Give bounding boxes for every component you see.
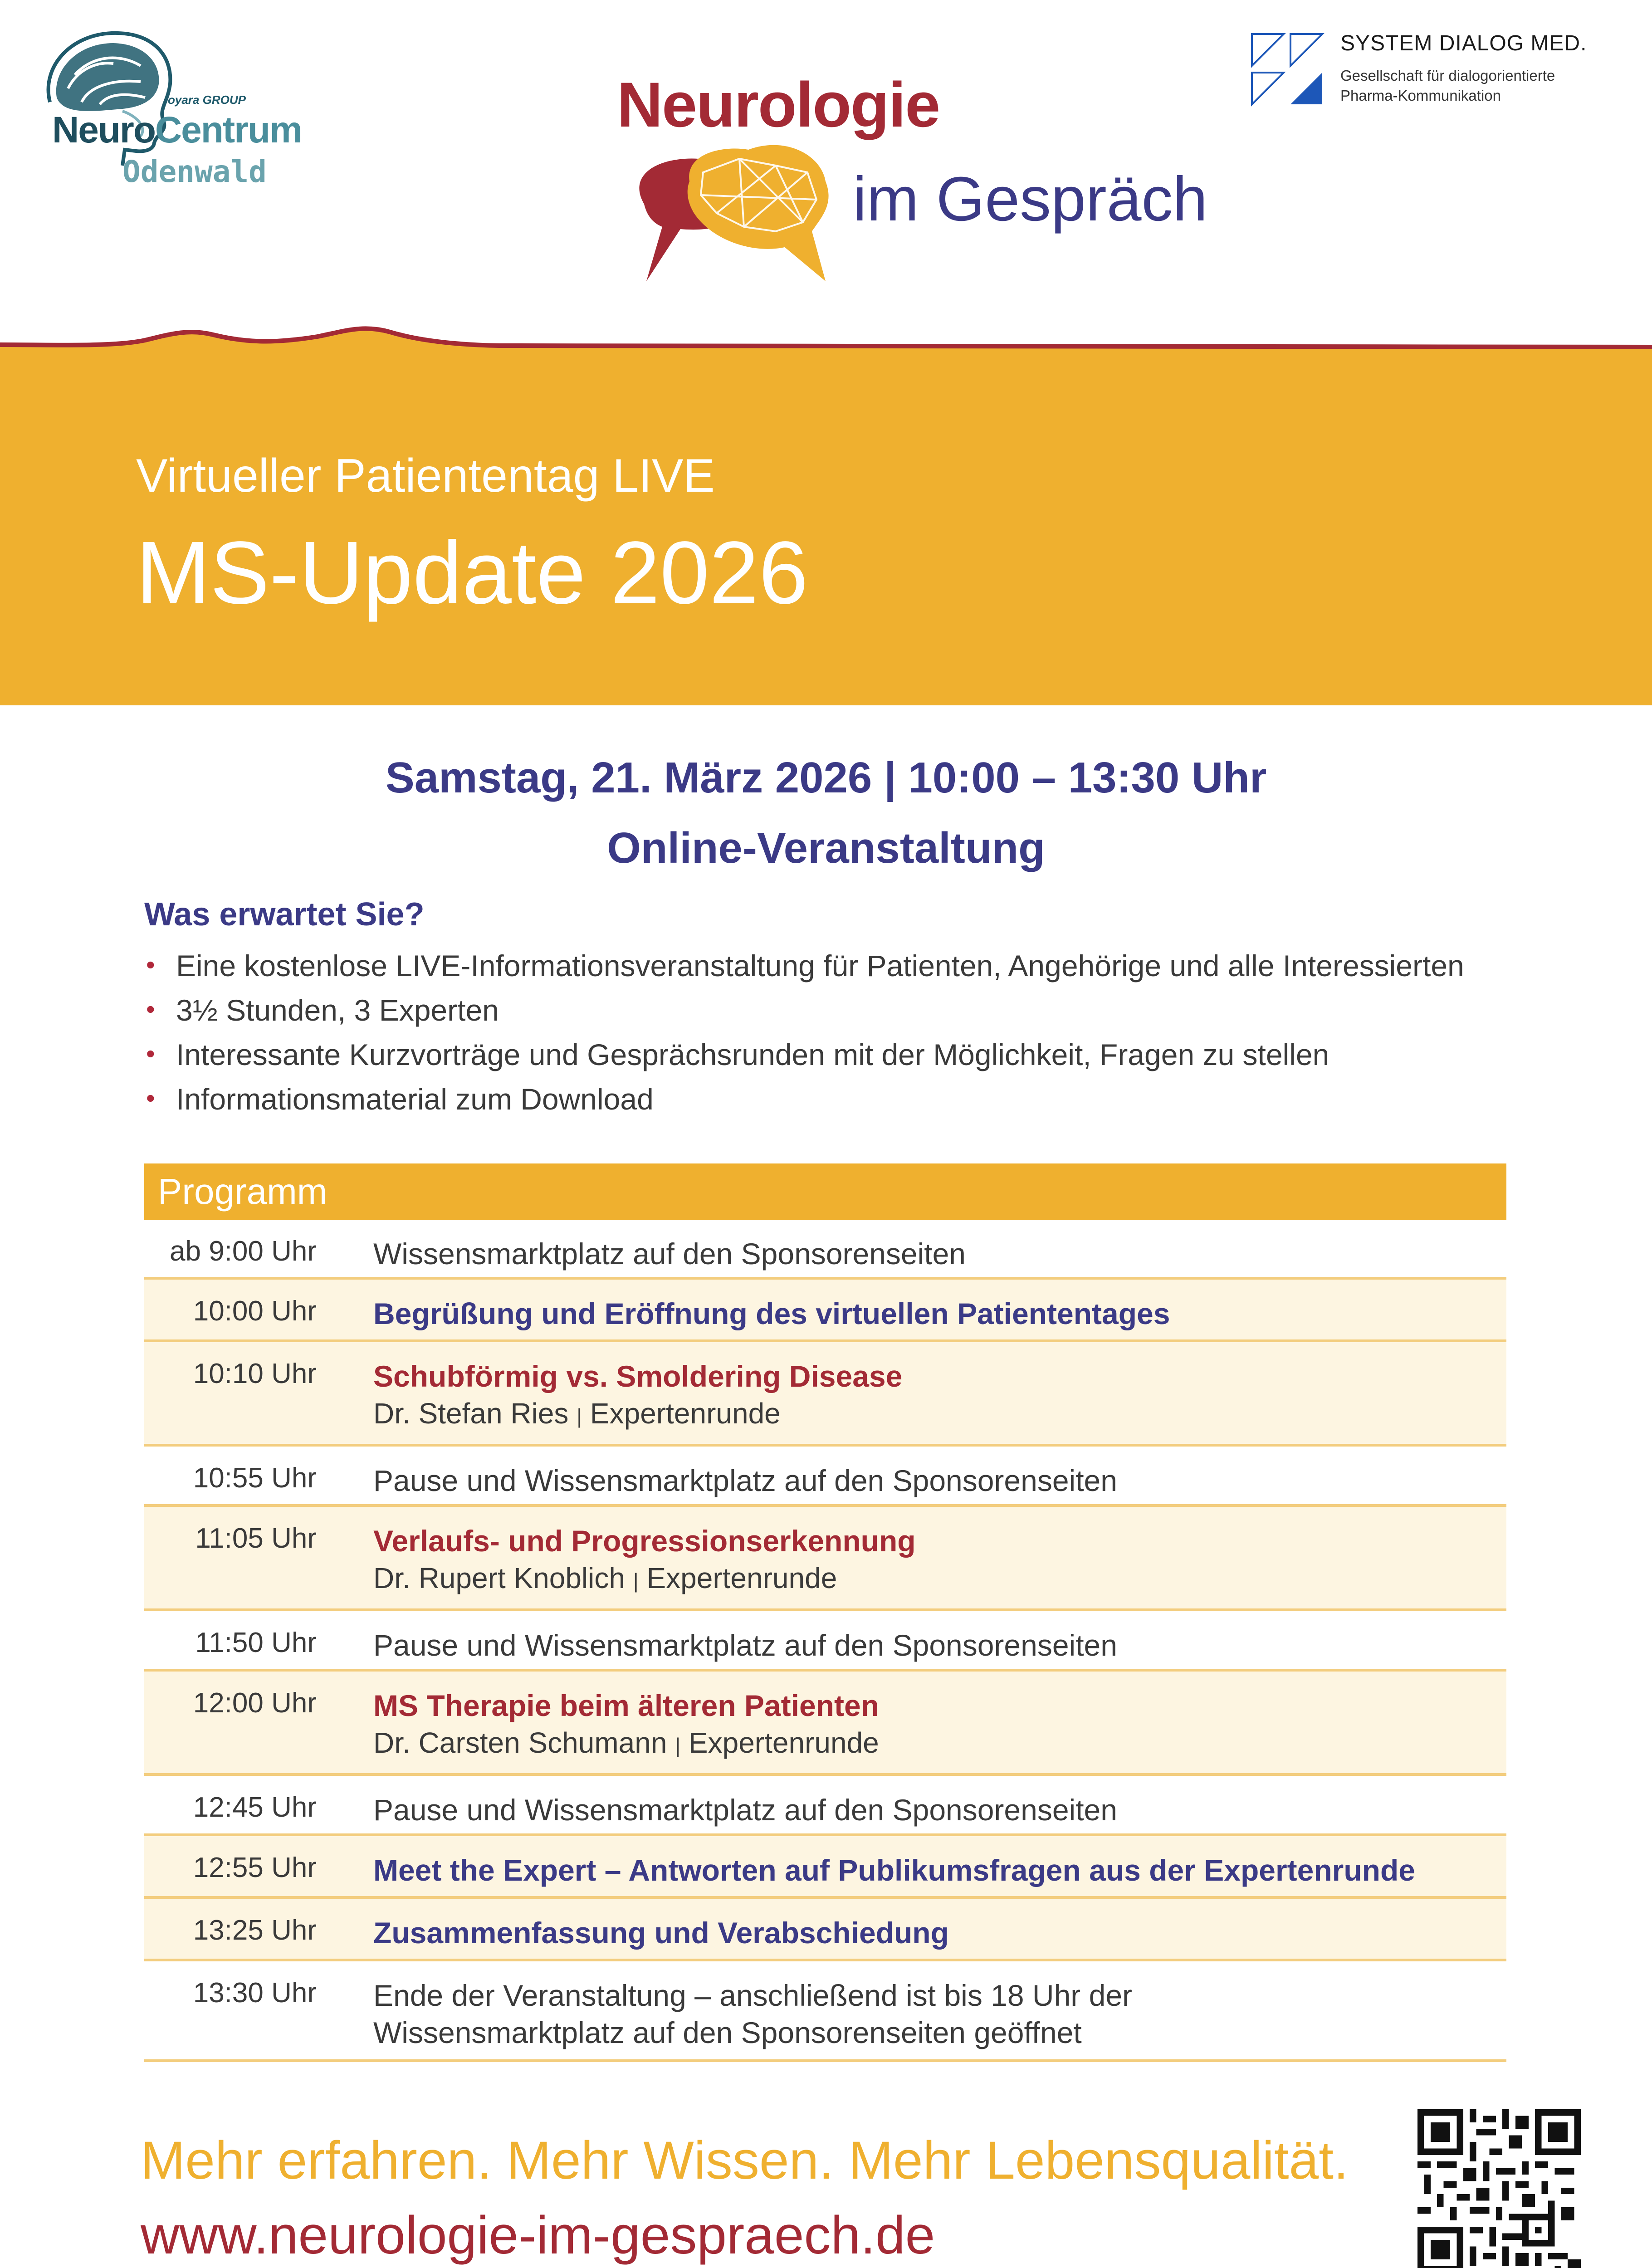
row-speaker-line [373, 1395, 1498, 1435]
row-time: 11:50 Uhr [195, 1627, 317, 1658]
neurocentrum-name-part2: Centrum [155, 109, 302, 151]
triangles-icon [1250, 32, 1327, 109]
row-title: Wissensmarktplatz auf den Sponsorenseiten [373, 1237, 966, 1271]
table-row [144, 1611, 1506, 1672]
neurocentrum-name [52, 109, 302, 152]
row-title: Pause und Wissensmarktplatz auf den Sponsorenseiten [373, 1793, 1117, 1827]
expectations-heading: Was erwartet Sie? [144, 896, 425, 933]
row-time: 10:55 Uhr [193, 1462, 317, 1494]
row-role: Expertenrunde [590, 1397, 781, 1430]
row-title: Verlaufs- und Progressionserkennung [373, 1524, 916, 1558]
program-table [144, 1163, 1506, 2062]
row-time: 10:10 Uhr [193, 1358, 317, 1389]
banner-title: MS-Update 2026 [136, 523, 808, 622]
row-speaker-line [373, 1724, 1498, 1764]
row-time: 12:00 Uhr [193, 1687, 317, 1719]
row-separator: | [633, 1569, 639, 1593]
row-role: Expertenrunde [646, 1562, 837, 1594]
sdm-name: SYSTEM DIALOG MED. [1340, 31, 1587, 55]
row-separator: | [577, 1404, 582, 1428]
row-title-line2: Wissensmarktplatz auf den Sponsorenseiten geöffnet [373, 2016, 1082, 2049]
system-dialog-med-logo [1250, 27, 1622, 118]
row-speaker-line [373, 1559, 1498, 1599]
row-title: Pause und Wissensmarktplatz auf den Sponsorenseiten [373, 1628, 1117, 1662]
neurocentrum-place: Odenwald [122, 154, 267, 189]
row-title: Zusammenfassung und Verabschiedung [373, 1916, 949, 1950]
table-row [144, 1836, 1506, 1899]
banner-wave [0, 313, 1652, 367]
neurocentrum-name-part1: Neuro [52, 109, 155, 151]
row-title: Ende der Veranstaltung – anschließend ist bis 18 Uhr der [373, 1979, 1133, 2012]
row-title: Pause und Wissensmarktplatz auf den Sponsorenseiten [373, 1464, 1117, 1497]
row-title: Meet the Expert – Antworten auf Publikumsfragen aus der Expertenrunde [373, 1853, 1416, 1887]
table-row [144, 1507, 1506, 1611]
banner-subtitle: Virtueller Patiententag LIVE [136, 450, 715, 502]
list-item: • Interessante Kurzvorträge und Gesprächsrunden mit der Möglichkeit, Fragen zu stellen [144, 1032, 1596, 1077]
sdm-sub-line2: Pharma-Kommunikation [1340, 87, 1501, 104]
table-row [144, 1220, 1506, 1280]
table-row [144, 1776, 1506, 1836]
group-name: oyara GROUP [168, 93, 246, 107]
footer-url[interactable]: www.neurologie-im-gespraech.de [141, 2205, 935, 2265]
table-row [144, 1447, 1506, 1507]
row-time: 13:30 Uhr [193, 1977, 317, 2009]
neurologie-im-gespraech-logo [608, 68, 1208, 304]
row-time: 12:45 Uhr [193, 1792, 317, 1823]
sdm-sub-line1: Gesellschaft für dialogorientierte [1340, 67, 1555, 84]
list-item: • 3½ Stunden, 3 Experten [144, 988, 1596, 1032]
row-title: Schubförmig vs. Smoldering Disease [373, 1359, 903, 1393]
list-item: • Eine kostenlose LIVE-Informationsveranstaltung für Patienten, Angehörige und alle Interessierten [144, 943, 1596, 988]
expectations-list [144, 943, 1596, 1121]
event-type: Online-Veranstaltung [607, 824, 1045, 872]
table-row [144, 1961, 1506, 2062]
row-speaker: Dr. Rupert Knoblich [373, 1562, 625, 1594]
logo-line1: Neurologie [617, 69, 940, 140]
table-row [144, 1672, 1506, 1776]
row-time: ab 9:00 Uhr [170, 1236, 317, 1267]
row-time: 12:55 Uhr [193, 1852, 317, 1883]
program-heading: Programm [144, 1163, 1506, 1220]
row-title: MS Therapie beim älteren Patienten [373, 1689, 879, 1722]
row-time: 10:00 Uhr [193, 1295, 317, 1327]
row-title: Begrüßung und Eröffnung des virtuellen Patiententages [373, 1297, 1170, 1330]
qr-code-icon[interactable] [1417, 2109, 1581, 2268]
row-speaker: Dr. Stefan Ries [373, 1397, 569, 1430]
footer-claim: Mehr erfahren. Mehr Wissen. Mehr Lebensqualität. [141, 2131, 1349, 2190]
neurocentrum-logo [32, 25, 302, 197]
row-separator: | [675, 1734, 681, 1757]
table-row [144, 1899, 1506, 1961]
logo-line2: im Gespräch [853, 164, 1208, 234]
row-speaker: Dr. Carsten Schumann [373, 1726, 667, 1759]
event-date: Samstag, 21. März 2026 | 10:00 – 13:30 Uhr [385, 753, 1267, 802]
row-role: Expertenrunde [688, 1726, 879, 1759]
table-row [144, 1342, 1506, 1447]
row-time: 13:25 Uhr [193, 1915, 317, 1946]
table-row [144, 1280, 1506, 1342]
row-time: 11:05 Uhr [195, 1523, 317, 1554]
list-item: • Informationsmaterial zum Download [144, 1077, 1596, 1121]
